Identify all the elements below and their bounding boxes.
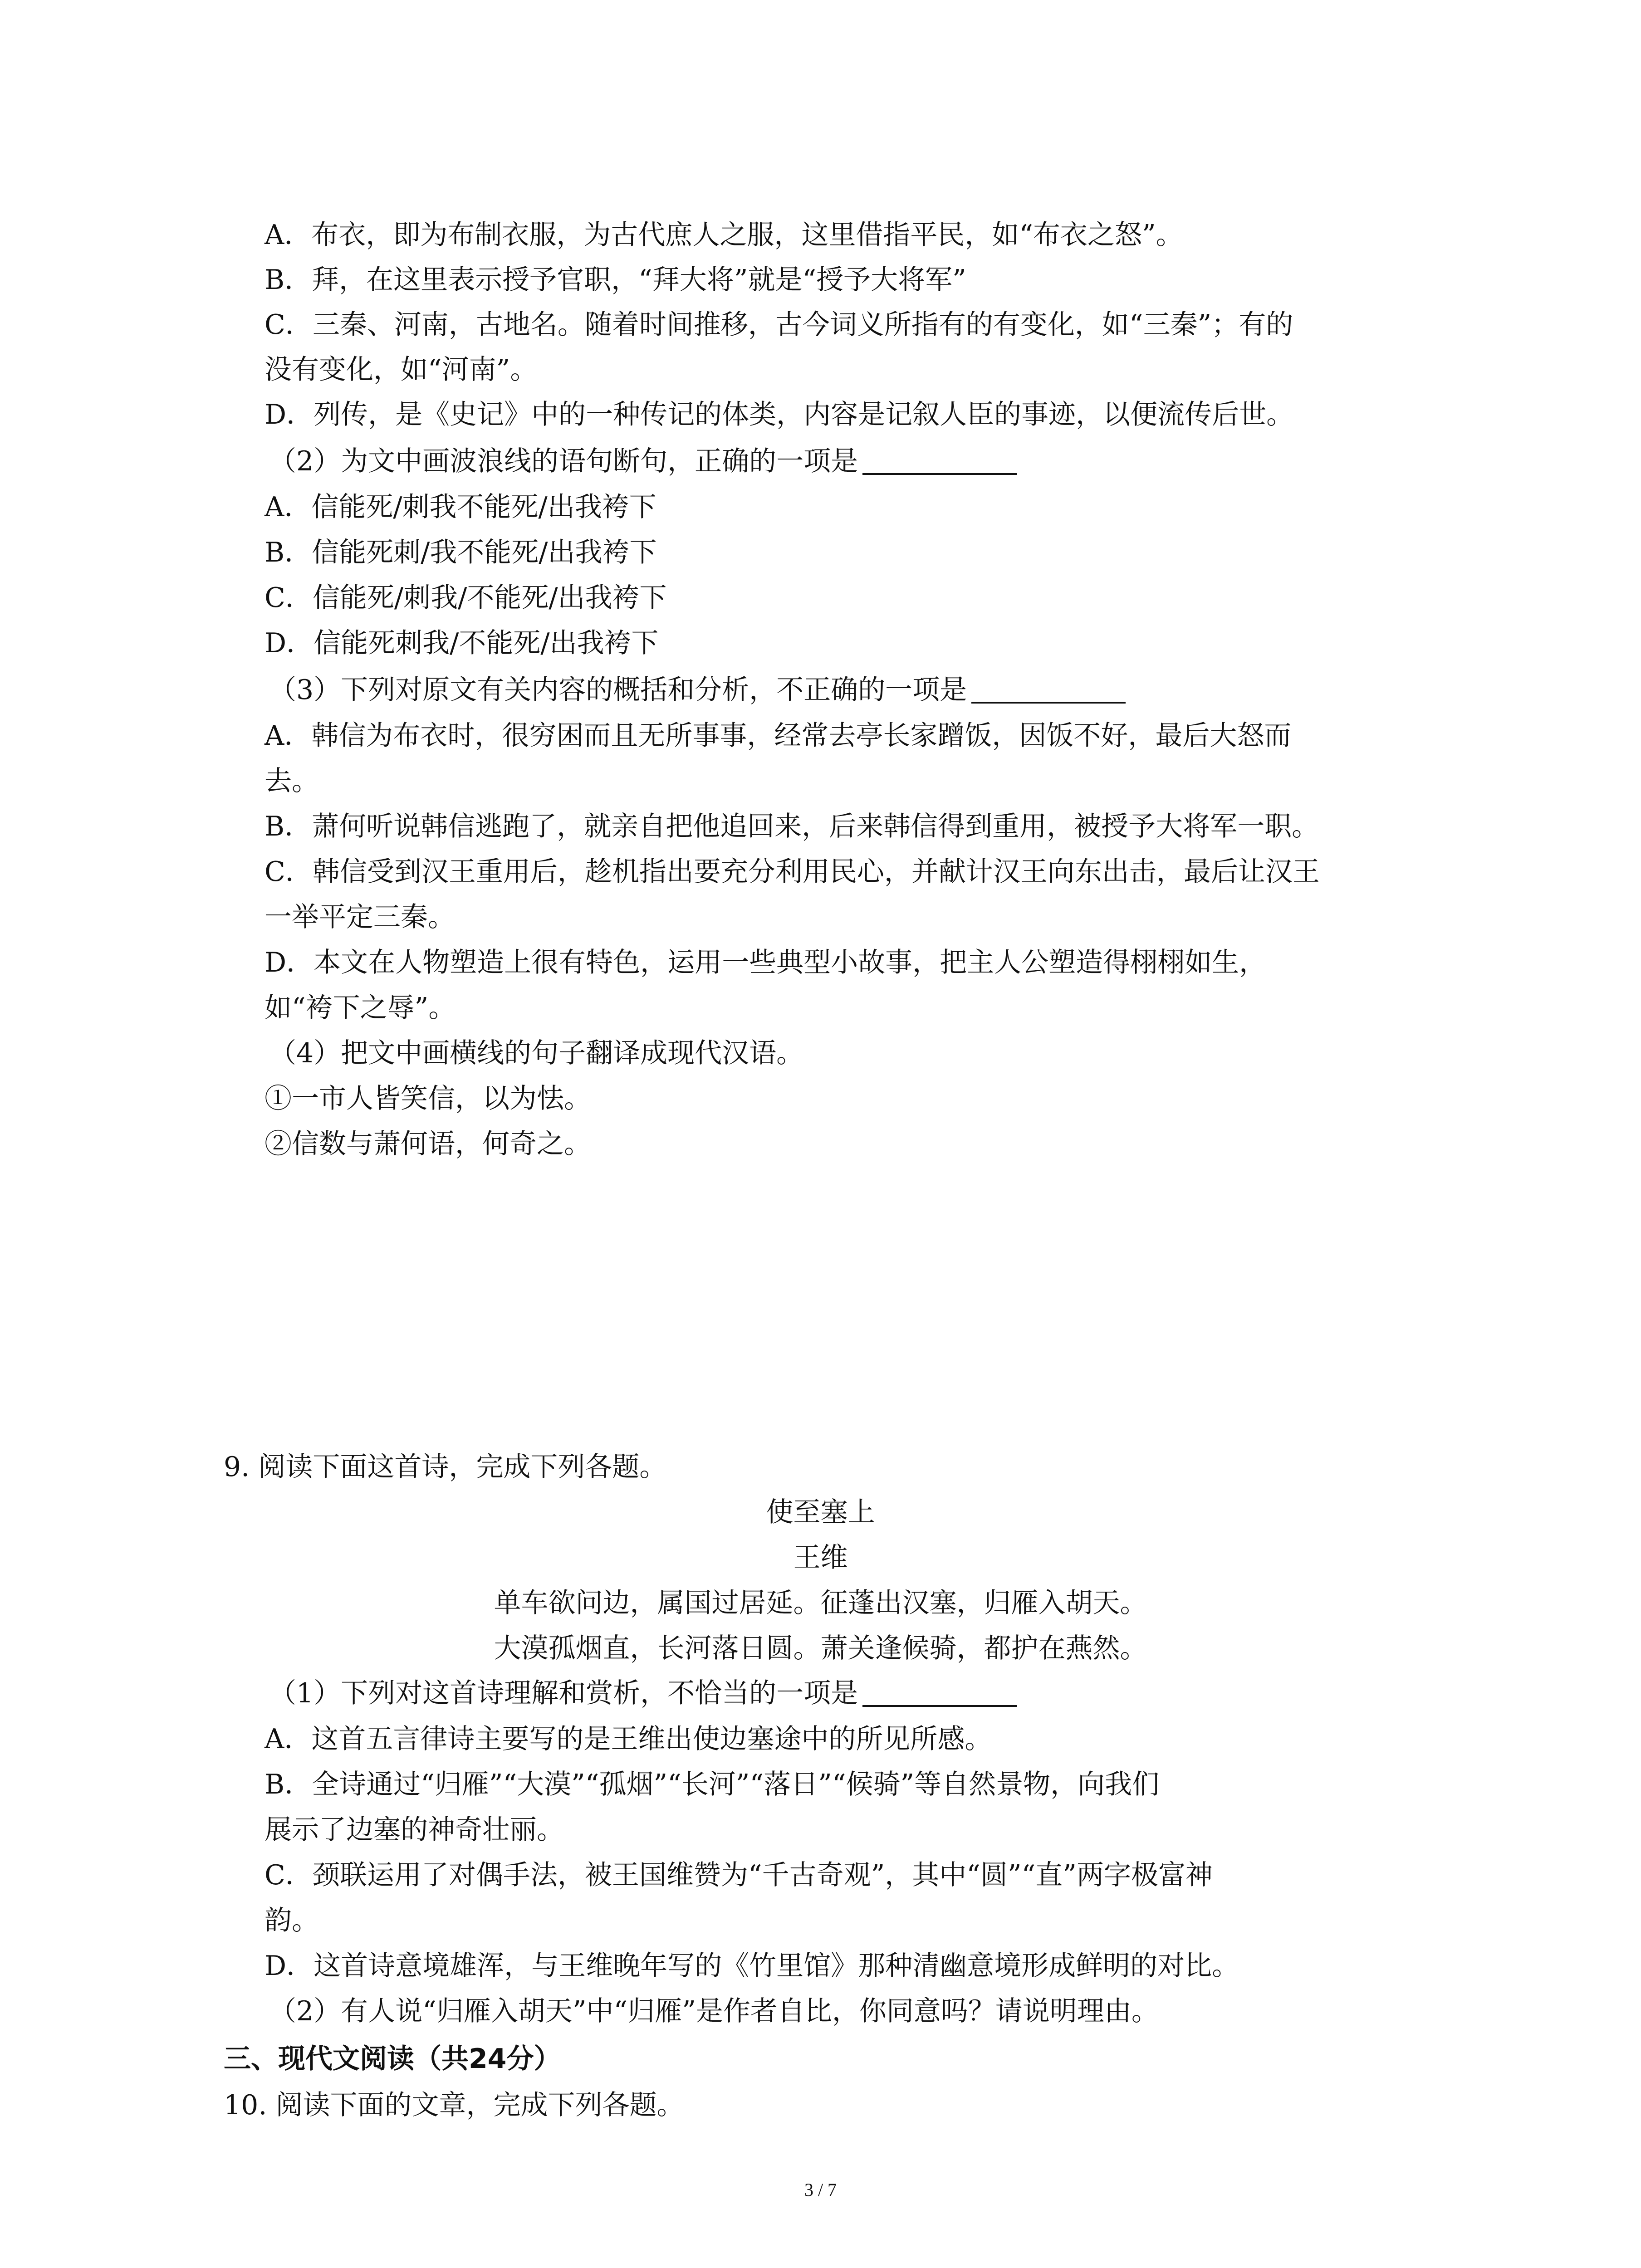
q8-sub1-option-a: A．布衣，即为布制衣服，为古代庶人之服，这里借指平民，如“布衣之怒”。 [265, 219, 1183, 251]
q8-sub1-option-d: D．列传，是《史记》中的一种传记的体类，内容是记叙人臣的事迹，以便流传后世。 [265, 399, 1294, 430]
q8-sub4-item-2: ②信数与萧何语，何奇之。 [265, 1128, 591, 1160]
answer-blank[interactable] [862, 448, 1017, 475]
q8-sub3-option-d-cont: 如“袴下之辱”。 [265, 992, 456, 1024]
answer-blank[interactable] [971, 676, 1126, 704]
q8-sub3-option-c-cont: 一举平定三秦。 [265, 901, 455, 933]
q9-sub1-option-a: A．这首五言律诗主要写的是王维出使边塞途中的所见所感。 [265, 1723, 992, 1755]
q9-sub1-prompt-text: （1）下列对这首诗理解和赏析，不恰当的一项是 [269, 1677, 858, 1709]
q8-sub1-option-b: B．拜，在这里表示授予官职，“拜大将”就是“授予大将军” [265, 264, 966, 296]
q8-sub2-option-c: C．信能死/刺我/不能死/出我袴下 [265, 582, 667, 614]
q9-sub1-prompt [269, 1677, 1017, 1709]
q9-stem: 9. 阅读下面这首诗，完成下列各题。 [224, 1451, 667, 1483]
q9-sub1-option-c: C．颈联运用了对偶手法，被王国维赞为“千古奇观”，其中“圆”“直”两字极富神 [265, 1859, 1213, 1891]
q8-sub3-option-c: C．韩信受到汉王重用后，趁机指出要充分利用民心，并献计汉王向东出击，最后让汉王 [265, 856, 1320, 888]
page-number: 3 / 7 [804, 2180, 837, 2200]
q8-sub2-option-a: A．信能死/刺我不能死/出我袴下 [265, 491, 656, 523]
q8-sub1-option-c-cont: 没有变化，如“河南”。 [265, 354, 538, 386]
q8-sub3-option-a: A．韩信为布衣时，很穷困而且无所事事，经常去亭长家蹭饭，因饭不好，最后大怒而 [265, 720, 1292, 752]
answer-blank[interactable] [862, 1680, 1017, 1707]
q8-sub3-prompt [269, 676, 1126, 704]
q8-sub2-prompt [269, 445, 1017, 477]
q8-sub2-prompt-text: （2）为文中画波浪线的语句断句，正确的一项是 [269, 445, 858, 477]
q8-sub3-option-d: D．本文在人物塑造上很有特色，运用一些典型小故事，把主人公塑造得栩栩如生， [265, 947, 1267, 978]
q10-stem: 10. 阅读下面的文章，完成下列各题。 [224, 2089, 684, 2121]
q8-sub3-option-a-cont: 去。 [265, 765, 319, 797]
poem-author: 王维 [793, 1542, 848, 1574]
q9-sub2-prompt: （2）有人说“归雁入胡天”中“归雁”是作者自比，你同意吗？请说明理由。 [269, 1995, 1159, 2027]
q8-sub4-prompt: （4）把文中画横线的句子翻译成现代汉语。 [269, 1037, 804, 1069]
q9-sub1-option-b-cont: 展示了边塞的神奇壮丽。 [265, 1814, 564, 1846]
poem-line-1: 单车欲问边，属国过居延。征蓬出汉塞，归雁入胡天。 [494, 1587, 1147, 1619]
section-heading: 三、现代文阅读（共24分） [224, 2043, 561, 2075]
poem-line-2: 大漠孤烟直，长河落日圆。萧关逢候骑，都护在燕然。 [494, 1633, 1147, 1664]
q8-sub3-prompt-text: （3）下列对原文有关内容的概括和分析，不正确的一项是 [269, 674, 967, 706]
q8-sub3-option-b: B．萧何听说韩信逃跑了，就亲自把他追回来，后来韩信得到重用，被授予大将军一职。 [265, 811, 1319, 842]
q9-sub1-option-c-cont: 韵。 [265, 1905, 319, 1936]
q9-sub1-option-b: B．全诗通过“归雁”“大漠”“孤烟”“长河”“落日”“候骑”等自然景物，向我们 [265, 1769, 1160, 1800]
poem-title: 使至塞上 [766, 1496, 875, 1528]
q8-sub4-item-1: ①一市人皆笑信，以为怯。 [265, 1083, 591, 1114]
q9-sub1-option-d: D．这首诗意境雄浑，与王维晚年写的《竹里馆》那种清幽意境形成鲜明的对比。 [265, 1950, 1239, 1982]
q8-sub2-option-d: D．信能死刺我/不能死/出我袴下 [265, 627, 659, 659]
q8-sub1-option-c: C．三秦、河南，古地名。随着时间推移，古今词义所指有的有变化，如“三秦”；有的 [265, 309, 1293, 341]
q8-sub2-option-b: B．信能死刺/我不能死/出我袴下 [265, 537, 657, 568]
